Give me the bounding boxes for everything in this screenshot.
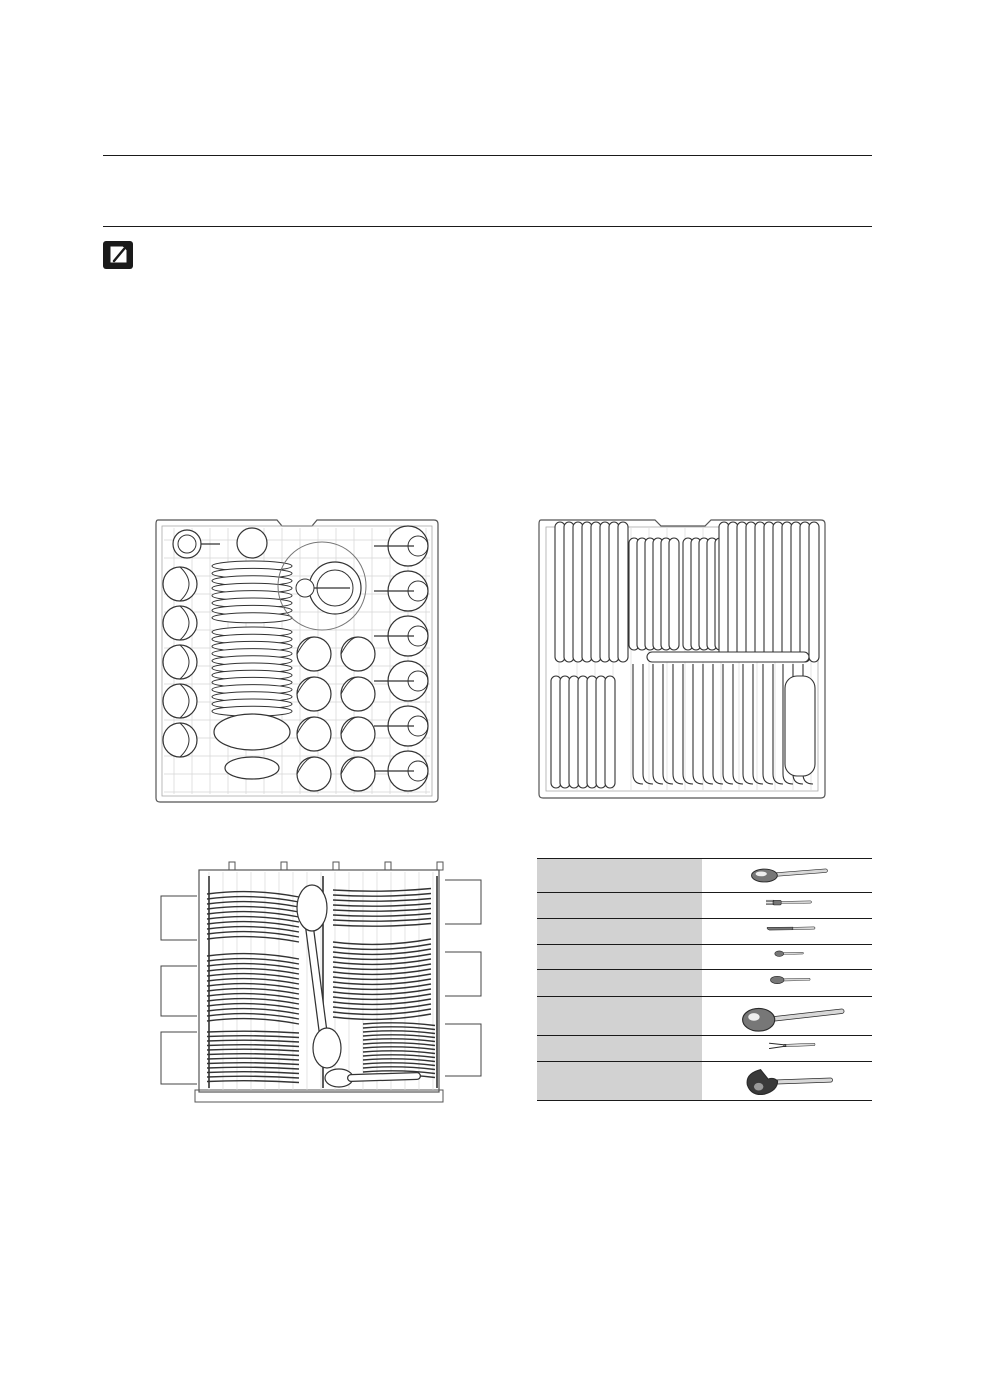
utensil <box>333 909 431 912</box>
plate <box>809 522 819 662</box>
plate <box>723 664 733 784</box>
cutlery-label-cell <box>537 1062 702 1101</box>
utensil <box>333 914 431 917</box>
cutlery-icon-cell <box>702 997 872 1036</box>
plate <box>618 522 628 662</box>
serving-spoon-icon <box>707 999 867 1033</box>
cutlery-icon-cell <box>702 1062 872 1101</box>
cutlery-row <box>537 1036 872 1062</box>
utensil <box>363 1047 435 1050</box>
utensil <box>207 1036 299 1038</box>
serving-fork-icon <box>707 1038 867 1059</box>
cutlery-row <box>537 970 872 997</box>
glass <box>341 757 375 791</box>
lower-rack-illustration <box>535 516 831 802</box>
plate <box>773 664 783 784</box>
plate <box>669 538 679 650</box>
utensil <box>207 1031 299 1033</box>
utensil <box>207 1081 299 1083</box>
plate <box>713 664 723 784</box>
utensil <box>207 1067 299 1069</box>
plate <box>753 664 763 784</box>
cutlery-icon-cell <box>702 859 872 893</box>
serving-spoon-bowl <box>297 885 327 931</box>
header-rule-bottom <box>103 226 872 227</box>
plate <box>653 664 663 784</box>
cutlery-legend-table <box>537 858 872 1101</box>
header-rule-top <box>103 155 872 156</box>
dessert-spoon-icon <box>707 972 867 994</box>
utensil <box>207 1019 299 1024</box>
basket-clip <box>229 862 235 870</box>
cutlery-icon-cell <box>702 945 872 970</box>
basket-bracket <box>161 896 197 940</box>
glass <box>297 717 331 751</box>
utensil <box>207 1063 299 1065</box>
utensil <box>333 894 431 897</box>
cutlery-row <box>537 1062 872 1101</box>
glass <box>297 677 331 711</box>
cutlery-icon-cell <box>702 1036 872 1062</box>
tablespoon-icon <box>707 861 867 890</box>
cup <box>296 579 314 597</box>
glass <box>341 677 375 711</box>
glass <box>341 637 375 671</box>
basket-clip <box>437 862 443 870</box>
plate <box>703 664 713 784</box>
utensil <box>333 904 431 907</box>
utensil <box>333 919 431 922</box>
plate <box>693 664 703 784</box>
utensil <box>333 924 431 927</box>
cutlery-row <box>537 997 872 1036</box>
utensil <box>207 1054 299 1056</box>
utensil <box>207 1076 299 1078</box>
platter <box>647 652 809 662</box>
utensil <box>207 1072 299 1074</box>
cutlery-icon-cell <box>702 970 872 997</box>
utensil <box>363 1027 435 1030</box>
plate <box>643 664 653 784</box>
basket-bracket <box>445 952 481 996</box>
cup <box>163 645 197 679</box>
fork-icon <box>707 895 867 916</box>
basket-clip <box>281 862 287 870</box>
knife-icon <box>707 921 867 942</box>
basket-clip <box>385 862 391 870</box>
utensil <box>207 1049 299 1051</box>
plate <box>733 664 743 784</box>
basket-bracket <box>445 1024 481 1076</box>
utensil <box>333 939 431 944</box>
glass <box>297 637 331 671</box>
cutlery-label-cell <box>537 919 702 945</box>
saucer <box>212 613 292 623</box>
utensil <box>363 1055 435 1058</box>
cup <box>163 684 197 718</box>
utensil <box>363 1063 435 1066</box>
plate <box>605 676 615 788</box>
cup <box>237 528 267 558</box>
glass <box>341 717 375 751</box>
utensil <box>207 1045 299 1047</box>
utensil <box>363 1031 435 1034</box>
basket-bracket <box>161 1032 197 1084</box>
utensil <box>207 1058 299 1060</box>
utensil <box>363 1039 435 1042</box>
utensil <box>333 899 431 902</box>
plate <box>673 664 683 784</box>
ladle-bowl <box>313 1028 341 1068</box>
cutlery-icon-cell <box>702 893 872 919</box>
utensil <box>363 1043 435 1046</box>
large-plate <box>785 676 815 776</box>
rack-inner-frame <box>162 526 432 796</box>
note-icon <box>102 240 134 270</box>
plate <box>743 664 753 784</box>
small-bowl <box>225 757 279 779</box>
utensil <box>333 889 431 892</box>
cutlery-label-cell <box>537 970 702 997</box>
utensil <box>363 1059 435 1062</box>
plate <box>763 664 773 784</box>
cutlery-label-cell <box>537 893 702 919</box>
cutlery-row <box>537 945 872 970</box>
cutlery-icon-cell <box>702 919 872 945</box>
ladle-handle-fill <box>351 1076 417 1078</box>
teaspoon-icon <box>707 947 867 967</box>
cutlery-label-cell <box>537 997 702 1036</box>
cutlery-label-cell <box>537 859 702 893</box>
cutlery-label-cell <box>537 1036 702 1062</box>
cup <box>163 606 197 640</box>
cutlery-basket-illustration <box>155 856 495 1106</box>
plate <box>683 664 693 784</box>
plate <box>633 664 643 784</box>
utensil <box>363 1023 435 1026</box>
utensil <box>363 1035 435 1038</box>
cup <box>163 567 197 601</box>
gravy-ladle-icon <box>707 1064 867 1098</box>
utensil <box>363 1051 435 1054</box>
utensil <box>207 937 299 942</box>
cup <box>173 530 201 558</box>
basket-bracket <box>161 966 197 1016</box>
basket-bracket <box>445 880 481 924</box>
cutlery-row <box>537 859 872 893</box>
cutlery-row <box>537 893 872 919</box>
utensil <box>207 1040 299 1042</box>
cutlery-row <box>537 919 872 945</box>
bowl <box>214 714 290 750</box>
glass <box>297 757 331 791</box>
cutlery-label-cell <box>537 945 702 970</box>
cup <box>163 723 197 757</box>
upper-rack-illustration <box>152 516 442 806</box>
utensil <box>363 1067 435 1070</box>
basket-clip <box>333 862 339 870</box>
plate <box>663 664 673 784</box>
